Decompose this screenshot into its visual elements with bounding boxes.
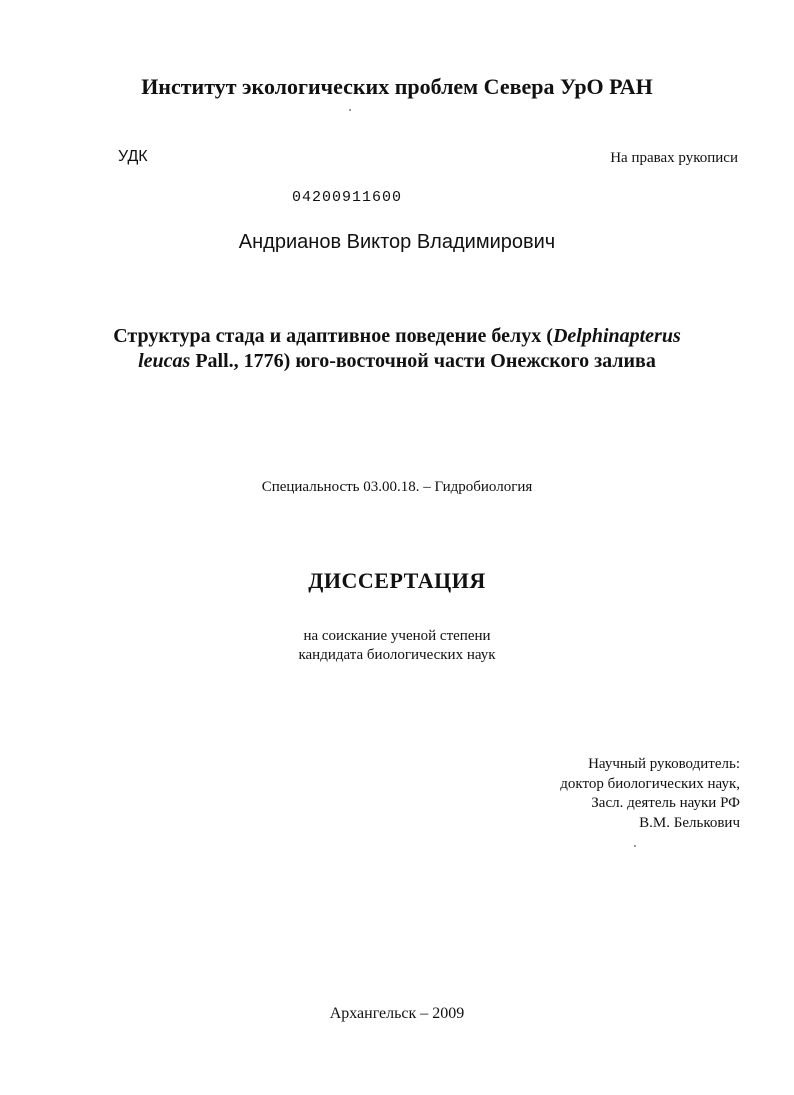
specialty: Специальность 03.00.18. – Гидробиология [261,479,533,495]
registration-number: 04200911600 [292,189,403,206]
title-prefix: Структура стада и адаптивное поведение белух ( [113,325,553,347]
supervisor-block [560,755,740,833]
title-line-2 [0,349,794,374]
title-suffix: Pall., 1776) юго-восточной части Онежского залива [190,350,656,372]
title-genus: Delphinapterus [552,325,681,347]
supervisor-name: В.М. Белькович [639,814,740,831]
supervisor-degree: доктор биологических наук, [560,775,740,792]
document-type: ДИССЕРТАЦИЯ [308,568,486,593]
degree-line-2: кандидата биологических наук [298,647,496,663]
supervisor-honor: Засл. деятель науки РФ [591,795,740,811]
title-species: leucas [138,350,191,372]
degree-line-1: на соискание ученой степени [303,628,491,644]
author-name: Андрианов Виктор Владимирович [238,231,556,253]
udk-label: УДК [118,148,148,165]
city-year: Архангельск – 2009 [329,1005,465,1022]
scan-speck [349,109,351,111]
dissertation-title [0,324,794,374]
institute-name: Институт экологических проблем Севера УрО РАН [141,74,653,99]
title-line-1 [0,324,794,349]
supervisor-label: Научный руководитель: [588,756,740,772]
manuscript-rights: На правах рукописи [610,150,738,166]
degree-info [0,627,794,665]
scan-speck [634,845,636,847]
